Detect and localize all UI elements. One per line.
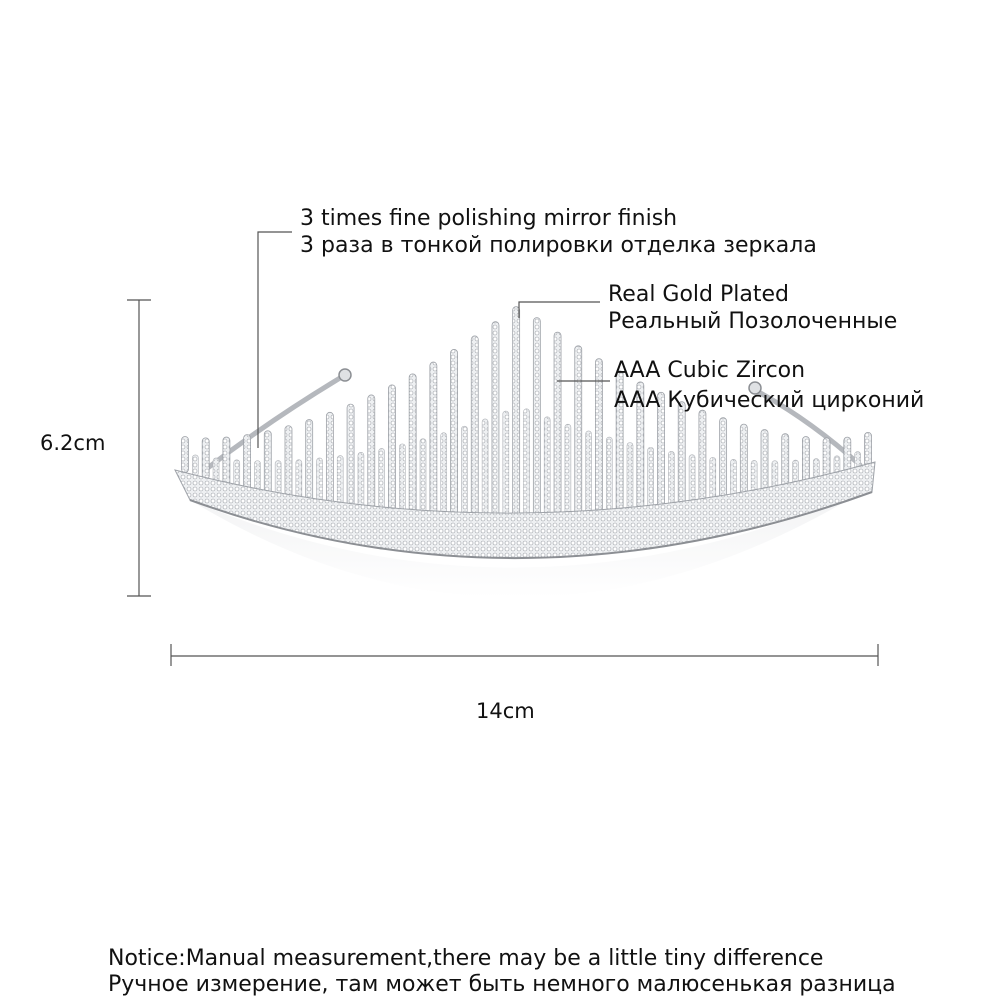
tiara-spike-short — [192, 455, 198, 476]
plating-callout-en: Real Gold Plated — [608, 282, 789, 307]
tiara-spike — [409, 374, 416, 524]
tiara-spike — [451, 349, 458, 527]
tiara-spike — [244, 435, 251, 492]
tiara-spike — [347, 404, 354, 515]
left-wire-end — [339, 369, 351, 381]
tiara-spike — [388, 385, 395, 521]
tiara-spike — [595, 359, 602, 527]
width-dimension-label: 14cm — [476, 699, 535, 723]
stone-callout-ru: AAA Кубический цирконий — [614, 388, 925, 413]
tiara-spike — [368, 395, 375, 518]
plating-leader-line — [519, 302, 600, 318]
tiara-spike — [223, 437, 230, 486]
tiara-spike — [678, 402, 685, 516]
plating-callout-ru: Реальный Позолоченные — [608, 309, 898, 334]
tiara-spike — [182, 436, 189, 472]
notice-en: Notice:Manual measurement,there may be a little tiny difference — [108, 946, 824, 971]
tiara-spike — [202, 438, 209, 480]
tiara-spike-short — [524, 409, 530, 530]
tiara-spike-short — [213, 458, 219, 483]
tiara-spike — [264, 431, 271, 498]
tiara-spike — [533, 318, 540, 530]
polish-leader-line — [258, 232, 292, 448]
tiara-spike — [306, 420, 313, 507]
stone-callout-en: AAA Cubic Zircon — [614, 358, 806, 383]
polish-callout-en: 3 times fine polishing mirror finish — [300, 206, 678, 231]
height-dimension-label: 6.2cm — [40, 431, 106, 455]
tiara-spike — [492, 322, 499, 530]
tiara-spike-short — [503, 411, 509, 529]
tiara-spike — [513, 307, 520, 530]
tiara-spike — [471, 336, 478, 529]
notice-ru: Ручное измерение, там может быть немного малюсенькая разница — [108, 972, 896, 997]
tiara-spike — [699, 410, 706, 512]
tiara-spike — [326, 412, 333, 511]
tiara-spike — [865, 432, 872, 467]
tiara-spike — [285, 426, 292, 503]
polish-callout-ru: 3 раза в тонкой полировки отделка зеркала — [300, 233, 817, 258]
tiara-spike — [575, 346, 582, 528]
tiara-spike — [554, 332, 561, 529]
tiara-spike — [430, 362, 437, 526]
